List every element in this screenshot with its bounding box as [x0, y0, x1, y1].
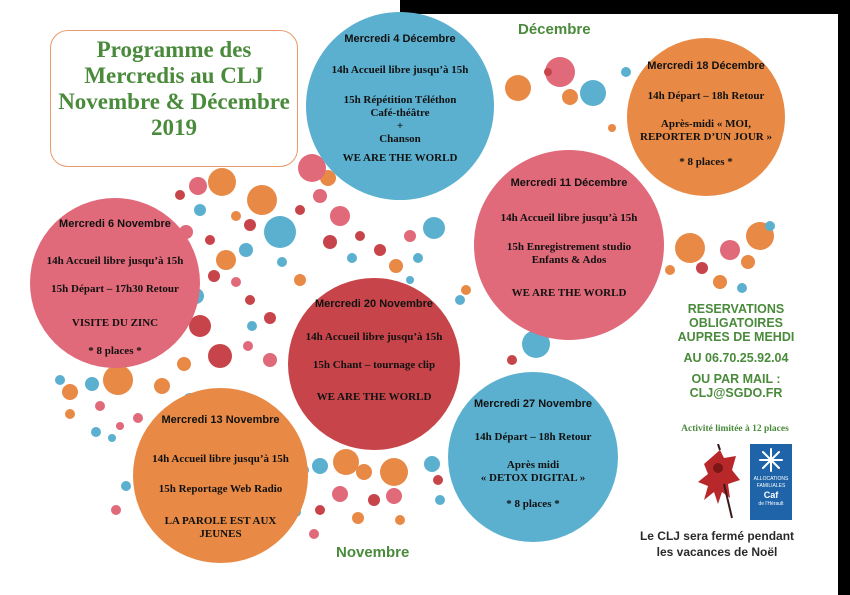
- confetti-dot: [330, 206, 350, 226]
- confetti-dot: [62, 384, 78, 400]
- event-line: * 8 places *: [88, 345, 142, 357]
- title-line-1: Programme des: [96, 37, 252, 62]
- confetti-dot: [294, 274, 306, 286]
- confetti-dot: [208, 168, 236, 196]
- confetti-dot: [245, 295, 255, 305]
- confetti-dot: [189, 177, 207, 195]
- confetti-dot: [413, 253, 423, 263]
- confetti-dot: [406, 276, 414, 284]
- confetti-dot: [313, 189, 327, 203]
- confetti-dot: [580, 80, 606, 106]
- confetti-dot: [505, 75, 531, 101]
- confetti-dot: [216, 250, 236, 270]
- closed-notice: [622, 528, 812, 560]
- event-nov-13: [133, 388, 308, 563]
- confetti-dot: [737, 283, 747, 293]
- confetti-dot: [696, 262, 708, 274]
- title-line-2: Mercredis au CLJ: [84, 63, 264, 88]
- title-line-3: Novembre & Décembre: [58, 89, 290, 114]
- confetti-dot: [741, 255, 755, 269]
- event-line: LA PAROLE EST AUX: [164, 515, 277, 527]
- confetti-dot: [608, 124, 616, 132]
- caf-text: ALLOCATIONS: [753, 476, 789, 482]
- confetti-dot: [111, 505, 121, 515]
- confetti-dot: [544, 68, 552, 76]
- event-date: Mercredi 4 Décembre: [344, 33, 456, 45]
- month-december: Décembre: [518, 21, 591, 38]
- event-line: 15h Reportage Web Radio: [158, 483, 283, 495]
- event-line: 14h Accueil libre jusqu’à 15h: [305, 331, 443, 343]
- snowflake-icon: [758, 447, 784, 473]
- event-date: Mercredi 13 Novembre: [161, 414, 280, 426]
- confetti-dot: [231, 277, 241, 287]
- title-box: [50, 30, 298, 167]
- event-line: « DETOX DIGITAL »: [480, 472, 586, 484]
- event-line: VISITE DU ZINC: [71, 317, 159, 329]
- event-line: 14h Accueil libre jusqu’à 15h: [152, 453, 289, 465]
- confetti-dot: [85, 377, 99, 391]
- event-line: 15h Enregistrement studio: [506, 241, 632, 253]
- confetti-dot: [247, 185, 277, 215]
- event-line: 14h Accueil libre jusqu’à 15h: [46, 255, 184, 267]
- mail-address: CLJ@SGDO.FR: [689, 386, 783, 400]
- confetti-dot: [91, 427, 101, 437]
- confetti-dot: [277, 257, 287, 267]
- confetti-dot: [312, 458, 328, 474]
- event-line: 15h Départ – 17h30 Retour: [51, 283, 179, 295]
- closed-line: Le CLJ sera fermé pendant: [639, 529, 795, 543]
- confetti-dot: [720, 240, 740, 260]
- event-line: * 8 places *: [679, 156, 733, 168]
- event-nov-6: [30, 198, 200, 368]
- event-nov-27: [448, 372, 618, 542]
- confetti-dot: [194, 204, 206, 216]
- event-line: 14h Accueil libre jusqu’à 15h: [500, 212, 638, 224]
- confetti-dot: [208, 344, 232, 368]
- confetti-dot: [665, 265, 675, 275]
- confetti-dot: [154, 378, 170, 394]
- confetti-dot: [95, 401, 105, 411]
- event-line: 14h Départ – 18h Retour: [474, 431, 592, 443]
- confetti-dot: [380, 458, 408, 486]
- confetti-dot: [121, 481, 131, 491]
- confetti-dot: [315, 505, 325, 515]
- confetti-dot: [765, 221, 775, 231]
- confetti-dot: [424, 456, 440, 472]
- knight-logo-icon: [694, 444, 746, 522]
- event-dec-4: [306, 12, 494, 200]
- confetti-dot: [239, 243, 253, 257]
- confetti-dot: [231, 211, 241, 221]
- confetti-dot: [347, 253, 357, 263]
- confetti-dot: [435, 495, 445, 505]
- confetti-dot: [264, 312, 276, 324]
- confetti-dot: [264, 216, 296, 248]
- activity-limit: Activité limitée à 12 places: [681, 424, 789, 434]
- confetti-dot: [507, 355, 517, 365]
- mail-label: OU PAR MAIL :: [691, 372, 781, 386]
- confetti-dot: [295, 205, 305, 215]
- caf-logo: [750, 444, 792, 520]
- event-line: Après midi: [506, 459, 560, 471]
- reservation-line: AUPRES DE MEHDI: [677, 330, 795, 344]
- event-line: Après-midi « MOI,: [660, 118, 752, 130]
- top-black-band: [400, 0, 850, 14]
- confetti-dot: [395, 515, 405, 525]
- event-line: +: [396, 120, 404, 132]
- title-line-4: 2019: [151, 115, 197, 140]
- caf-text: FAMILIALES: [756, 483, 786, 489]
- event-date: Mercredi 18 Décembre: [647, 60, 765, 72]
- event-line: Café-théâtre: [370, 107, 430, 119]
- confetti-dot: [404, 230, 416, 242]
- confetti-dot: [562, 89, 578, 105]
- event-line: REPORTER D’UN JOUR »: [640, 131, 772, 143]
- event-line: * 8 places *: [506, 498, 560, 510]
- event-nov-20: [288, 278, 460, 450]
- event-dec-18: [627, 38, 785, 196]
- confetti-dot: [461, 285, 471, 295]
- reservation-line: OBLIGATOIRES: [689, 316, 783, 330]
- reservation-info: [656, 302, 816, 400]
- event-line: WE ARE THE WORLD: [342, 152, 458, 164]
- confetti-dot: [65, 409, 75, 419]
- confetti-dot: [333, 449, 359, 475]
- confetti-dot: [323, 235, 337, 249]
- confetti-dot: [243, 341, 253, 351]
- confetti-dot: [675, 233, 705, 263]
- confetti-dot: [177, 357, 191, 371]
- month-november: Novembre: [336, 544, 410, 561]
- confetti-dot: [389, 259, 403, 273]
- confetti-dot: [356, 464, 372, 480]
- reservation-line: RESERVATIONS: [687, 302, 785, 316]
- confetti-dot: [263, 353, 277, 367]
- event-line: JEUNES: [199, 528, 242, 540]
- caf-text: Caf: [763, 490, 779, 500]
- confetti-dot: [368, 494, 380, 506]
- confetti-dot: [433, 475, 443, 485]
- confetti-dot: [55, 375, 65, 385]
- event-date: Mercredi 6 Novembre: [59, 218, 171, 230]
- event-line: WE ARE THE WORLD: [511, 287, 627, 299]
- confetti-dot: [175, 190, 185, 200]
- confetti-dot: [352, 512, 364, 524]
- confetti-dot: [423, 217, 445, 239]
- confetti-dot: [355, 231, 365, 241]
- confetti-dot: [103, 365, 133, 395]
- caf-text: de l'Hérault: [758, 501, 784, 507]
- confetti-dot: [332, 486, 348, 502]
- confetti-dot: [205, 235, 215, 245]
- event-date: Mercredi 27 Novembre: [474, 398, 592, 410]
- event-line: 15h Chant – tournage clip: [312, 359, 436, 371]
- confetti-dot: [247, 321, 257, 331]
- confetti-dot: [374, 244, 386, 256]
- confetti-dot: [108, 434, 116, 442]
- event-line: Enfants & Ados: [531, 254, 607, 266]
- confetti-dot: [208, 270, 220, 282]
- event-date: Mercredi 20 Novembre: [315, 298, 433, 310]
- closed-line: les vacances de Noël: [656, 545, 778, 559]
- confetti-dot: [244, 219, 256, 231]
- event-line: 15h Répétition Téléthon: [343, 94, 457, 106]
- event-line: WE ARE THE WORLD: [316, 391, 432, 403]
- confetti-dot: [309, 529, 319, 539]
- right-black-band: [838, 0, 850, 595]
- confetti-dot: [713, 275, 727, 289]
- confetti-dot: [386, 488, 402, 504]
- event-line: 14h Départ – 18h Retour: [647, 90, 765, 102]
- event-date: Mercredi 11 Décembre: [510, 177, 628, 189]
- event-dec-11: [474, 150, 664, 340]
- phone-number: AU 06.70.25.92.04: [683, 351, 789, 365]
- confetti-dot: [116, 422, 124, 430]
- event-line: Chanson: [379, 133, 421, 145]
- event-line: 14h Accueil libre jusqu’à 15h: [331, 64, 469, 76]
